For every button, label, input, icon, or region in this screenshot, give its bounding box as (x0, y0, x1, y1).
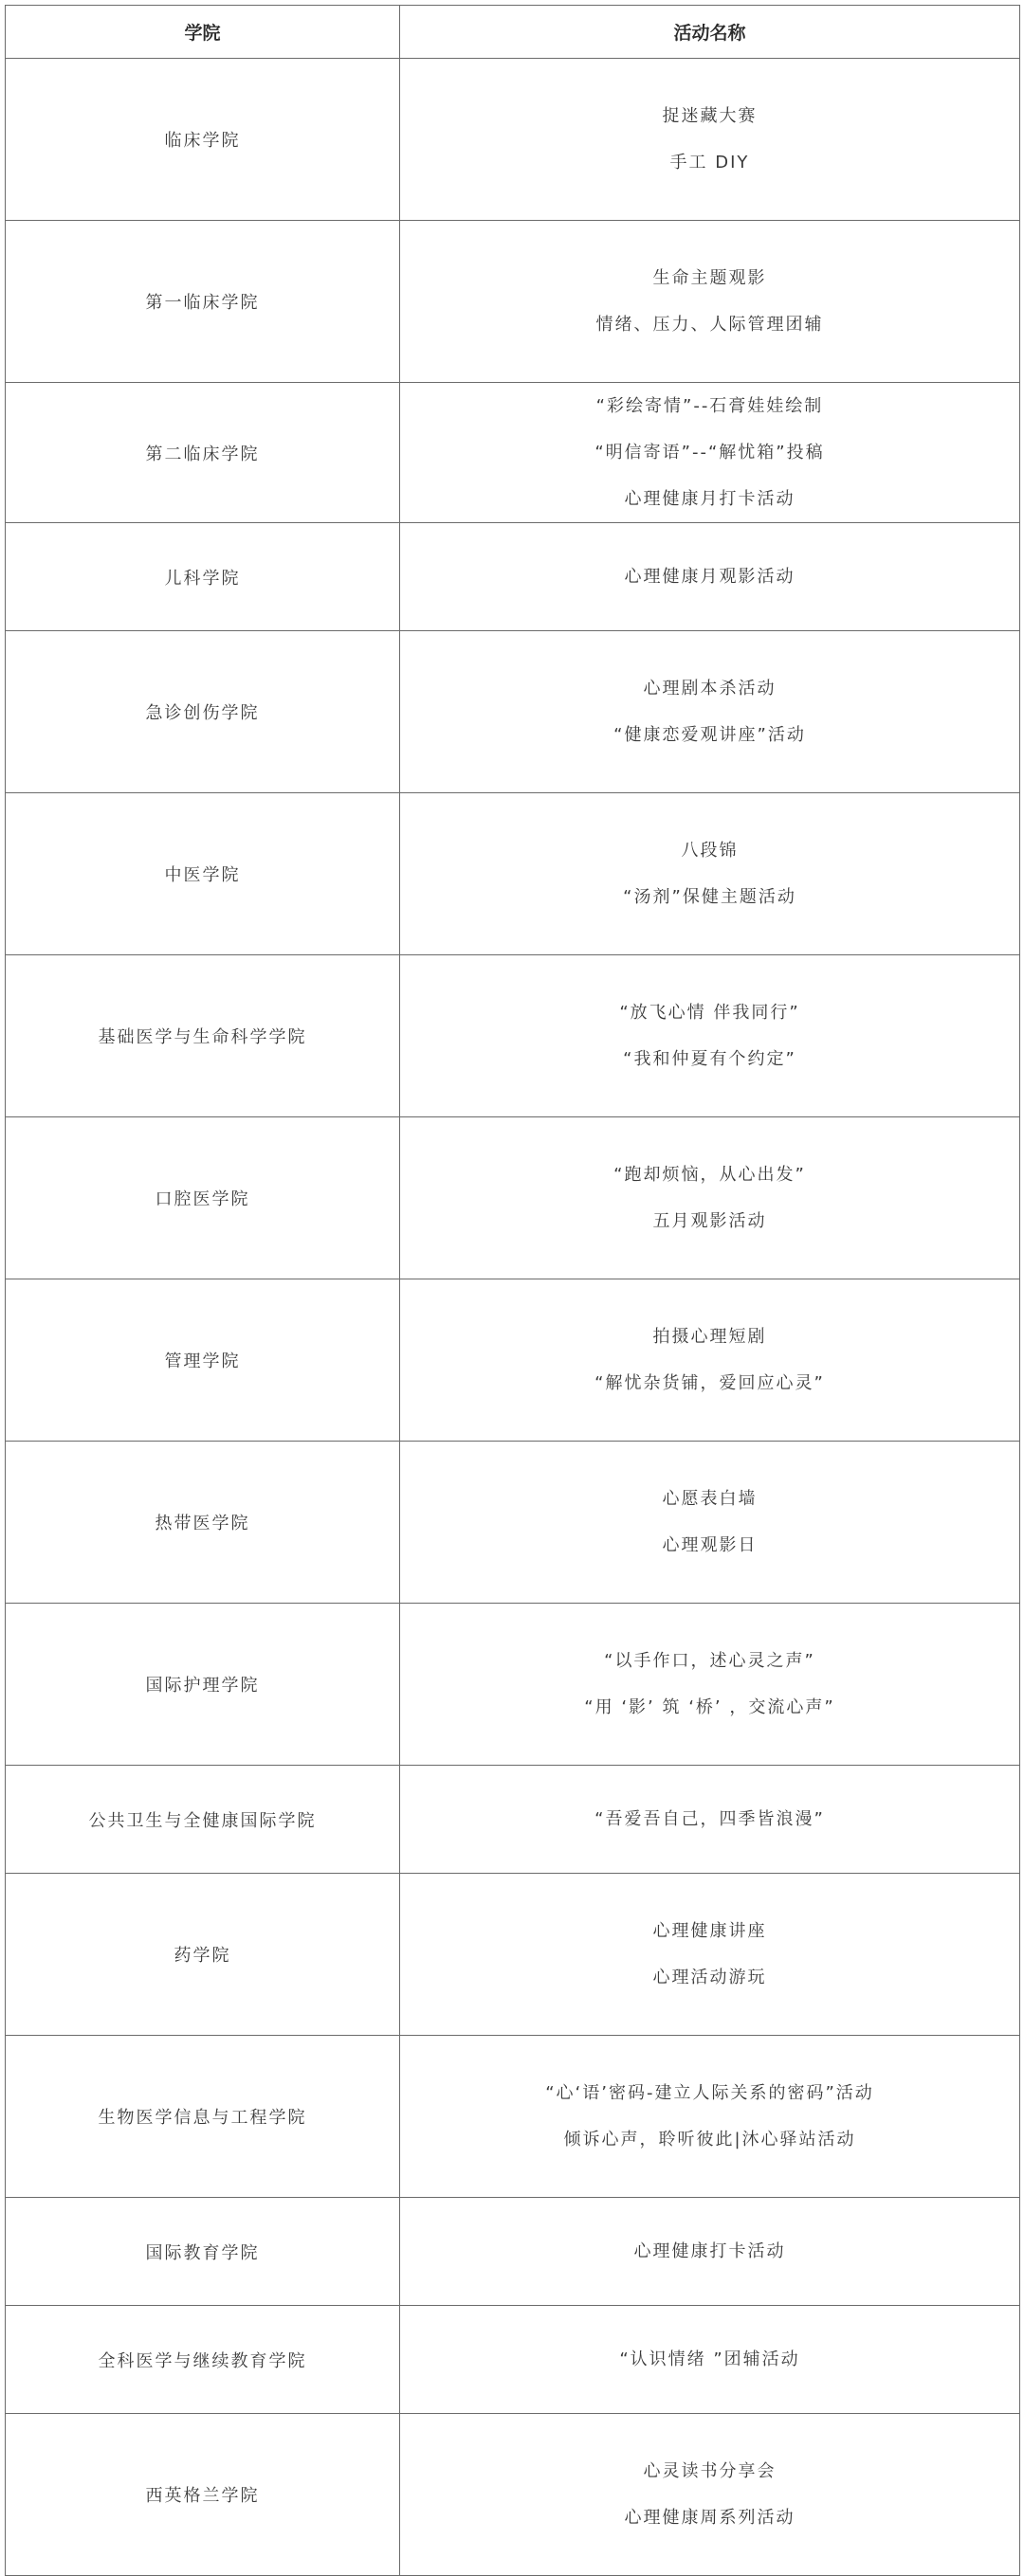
activity-cell (400, 2036, 1020, 2198)
activity-cell (400, 59, 1020, 221)
table-row (6, 2036, 1020, 2198)
activity-name: 八段锦 (681, 841, 739, 861)
table-row (6, 1442, 1020, 1604)
college-cell: 儿科学院 (6, 523, 400, 631)
activity-name: 心理剧本杀活动 (643, 679, 777, 698)
table-row (6, 2306, 1020, 2414)
activity-table (5, 5, 1020, 2576)
table-row (6, 955, 1020, 1117)
table-row (6, 221, 1020, 383)
activity-name: 心理健康打卡活动 (633, 2241, 786, 2261)
activity-name: 生命主题观影 (652, 268, 767, 288)
college-cell: 热带医学院 (6, 1442, 400, 1604)
activity-name: “认识情绪 ”团辅活动 (619, 2349, 800, 2369)
table-row (6, 793, 1020, 955)
activity-cell (400, 1604, 1020, 1766)
activity-name: 心理健康周系列活动 (624, 2508, 795, 2528)
activity-name: 五月观影活动 (652, 1211, 767, 1231)
activity-name: “明信寄语”--“解忧箱”投稿 (594, 443, 825, 463)
activity-name: 心理健康月观影活动 (624, 567, 795, 587)
college-cell: 管理学院 (6, 1279, 400, 1442)
table-row (6, 2414, 1020, 2576)
college-cell: 西英格兰学院 (6, 2414, 400, 2576)
college-cell: 第一临床学院 (6, 221, 400, 383)
college-cell: 中医学院 (6, 793, 400, 955)
activity-cell (400, 1766, 1020, 1874)
activity-name: 捉迷藏大赛 (662, 106, 758, 126)
table-row (6, 1279, 1020, 1442)
activity-column-header: 活动名称 (400, 6, 1020, 59)
activity-name: “健康恋爱观讲座”活动 (613, 725, 806, 745)
table-body (6, 59, 1020, 2576)
activity-cell (400, 1279, 1020, 1442)
table-row (6, 1117, 1020, 1279)
college-cell: 全科医学与继续教育学院 (6, 2306, 400, 2414)
table-row (6, 59, 1020, 221)
activity-cell (400, 523, 1020, 631)
table-row (6, 1604, 1020, 1766)
activity-name: 心理健康月打卡活动 (624, 489, 795, 509)
activity-cell (400, 1442, 1020, 1604)
table-row (6, 2198, 1020, 2306)
activity-name: “放飞心情 伴我同行” (619, 1003, 800, 1023)
activity-cell (400, 2306, 1020, 2414)
activity-cell (400, 383, 1020, 523)
activity-cell (400, 1117, 1020, 1279)
college-cell: 临床学院 (6, 59, 400, 221)
activity-cell (400, 955, 1020, 1117)
activity-cell (400, 1874, 1020, 2036)
college-cell: 药学院 (6, 1874, 400, 2036)
table-row (6, 1874, 1020, 2036)
table-row (6, 383, 1020, 523)
activity-name: 心灵读书分享会 (643, 2461, 777, 2481)
activity-name: 心理活动游玩 (652, 1968, 767, 1987)
college-cell: 国际护理学院 (6, 1604, 400, 1766)
activity-name: 心理健康讲座 (652, 1921, 767, 1941)
activity-name: “彩绘寄情”--石膏娃娃绘制 (595, 396, 824, 416)
college-cell: 公共卫生与全健康国际学院 (6, 1766, 400, 1874)
activity-name: “吾爱吾自己，四季皆浪漫” (594, 1809, 825, 1829)
activity-name: 情绪、压力、人际管理团辅 (595, 315, 824, 335)
activity-name: 手工 DIY (669, 153, 750, 172)
activity-name: “汤剂”保健主题活动 (623, 887, 796, 907)
activity-cell (400, 2414, 1020, 2576)
college-cell: 第二临床学院 (6, 383, 400, 523)
college-cell: 急诊创伤学院 (6, 631, 400, 793)
college-column-header: 学院 (6, 6, 400, 59)
header-row (6, 6, 1020, 59)
college-cell: 口腔医学院 (6, 1117, 400, 1279)
activity-name: “我和仲夏有个约定” (623, 1049, 796, 1069)
activity-name: “用 ‘影’ 筑 ‘桥’ ，交流心声” (584, 1697, 835, 1717)
activity-name: “解忧杂货铺，爱回应心灵” (594, 1373, 825, 1393)
activity-cell (400, 221, 1020, 383)
college-cell: 国际教育学院 (6, 2198, 400, 2306)
activity-cell (400, 631, 1020, 793)
activity-name: 倾诉心声，聆听彼此|沐心驿站活动 (563, 2130, 856, 2150)
activity-cell (400, 793, 1020, 955)
activity-name: “以手作口，述心灵之声” (604, 1651, 815, 1671)
table-row (6, 523, 1020, 631)
table-row (6, 1766, 1020, 1874)
activity-name: “心‘语’密码-建立人际关系的密码”活动 (545, 2083, 874, 2103)
table-row (6, 631, 1020, 793)
activity-name: 心愿表白墙 (662, 1489, 758, 1509)
activity-name: “跑却烦恼，从心出发” (613, 1165, 806, 1185)
activity-name: 拍摄心理短剧 (652, 1327, 767, 1347)
activity-cell (400, 2198, 1020, 2306)
college-cell: 生物医学信息与工程学院 (6, 2036, 400, 2198)
activity-name: 心理观影日 (662, 1535, 758, 1555)
college-cell: 基础医学与生命科学学院 (6, 955, 400, 1117)
